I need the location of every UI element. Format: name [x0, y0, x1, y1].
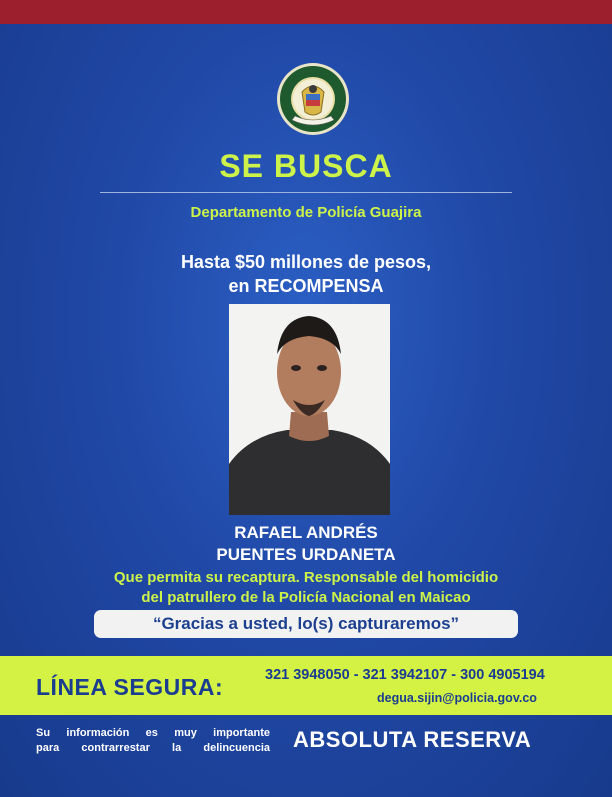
suspect-photo: [229, 304, 390, 515]
suspect-name-line-2: PUENTES URDANETA: [216, 545, 396, 564]
footer-info: [36, 726, 270, 756]
hotline-email[interactable]: degua.sijin@policia.gov.co: [377, 691, 537, 705]
suspect-silhouette: [229, 304, 390, 515]
title-divider: [100, 192, 512, 193]
footer-info-line-2: para contrarrestar la delincuencia: [36, 742, 270, 754]
reward-text: [0, 250, 612, 298]
description-line-2: del patrullero de la Policía Nacional en Maicao: [141, 589, 471, 606]
department-label: Departamento de Policía Guajira: [190, 204, 422, 221]
hotline-phones[interactable]: 321 3948050 - 321 3942107 - 300 4905194: [265, 667, 545, 683]
reward-line-1: Hasta $50 millones de pesos,: [180, 252, 432, 272]
page-title: SE BUSCA: [219, 148, 393, 184]
absolute-reserve-label: ABSOLUTA RESERVA: [293, 727, 532, 752]
description-line-1: Que permita su recaptura. Responsable del homicidio: [113, 569, 499, 586]
suspect-name-line-1: RAFAEL ANDRÉS: [234, 523, 378, 542]
suspect-description: [0, 568, 612, 608]
reward-line-2: en RECOMPENSA: [228, 276, 384, 296]
top-bar: [0, 0, 612, 24]
slogan-box: “Gracias a usted, lo(s) capturaremos”: [94, 610, 518, 638]
footer-info-line-1: Su información es muy importante: [36, 727, 270, 739]
hotline-label: LÍNEA SEGURA:: [36, 674, 224, 700]
police-emblem-icon: [276, 62, 350, 136]
suspect-name: [0, 522, 612, 566]
